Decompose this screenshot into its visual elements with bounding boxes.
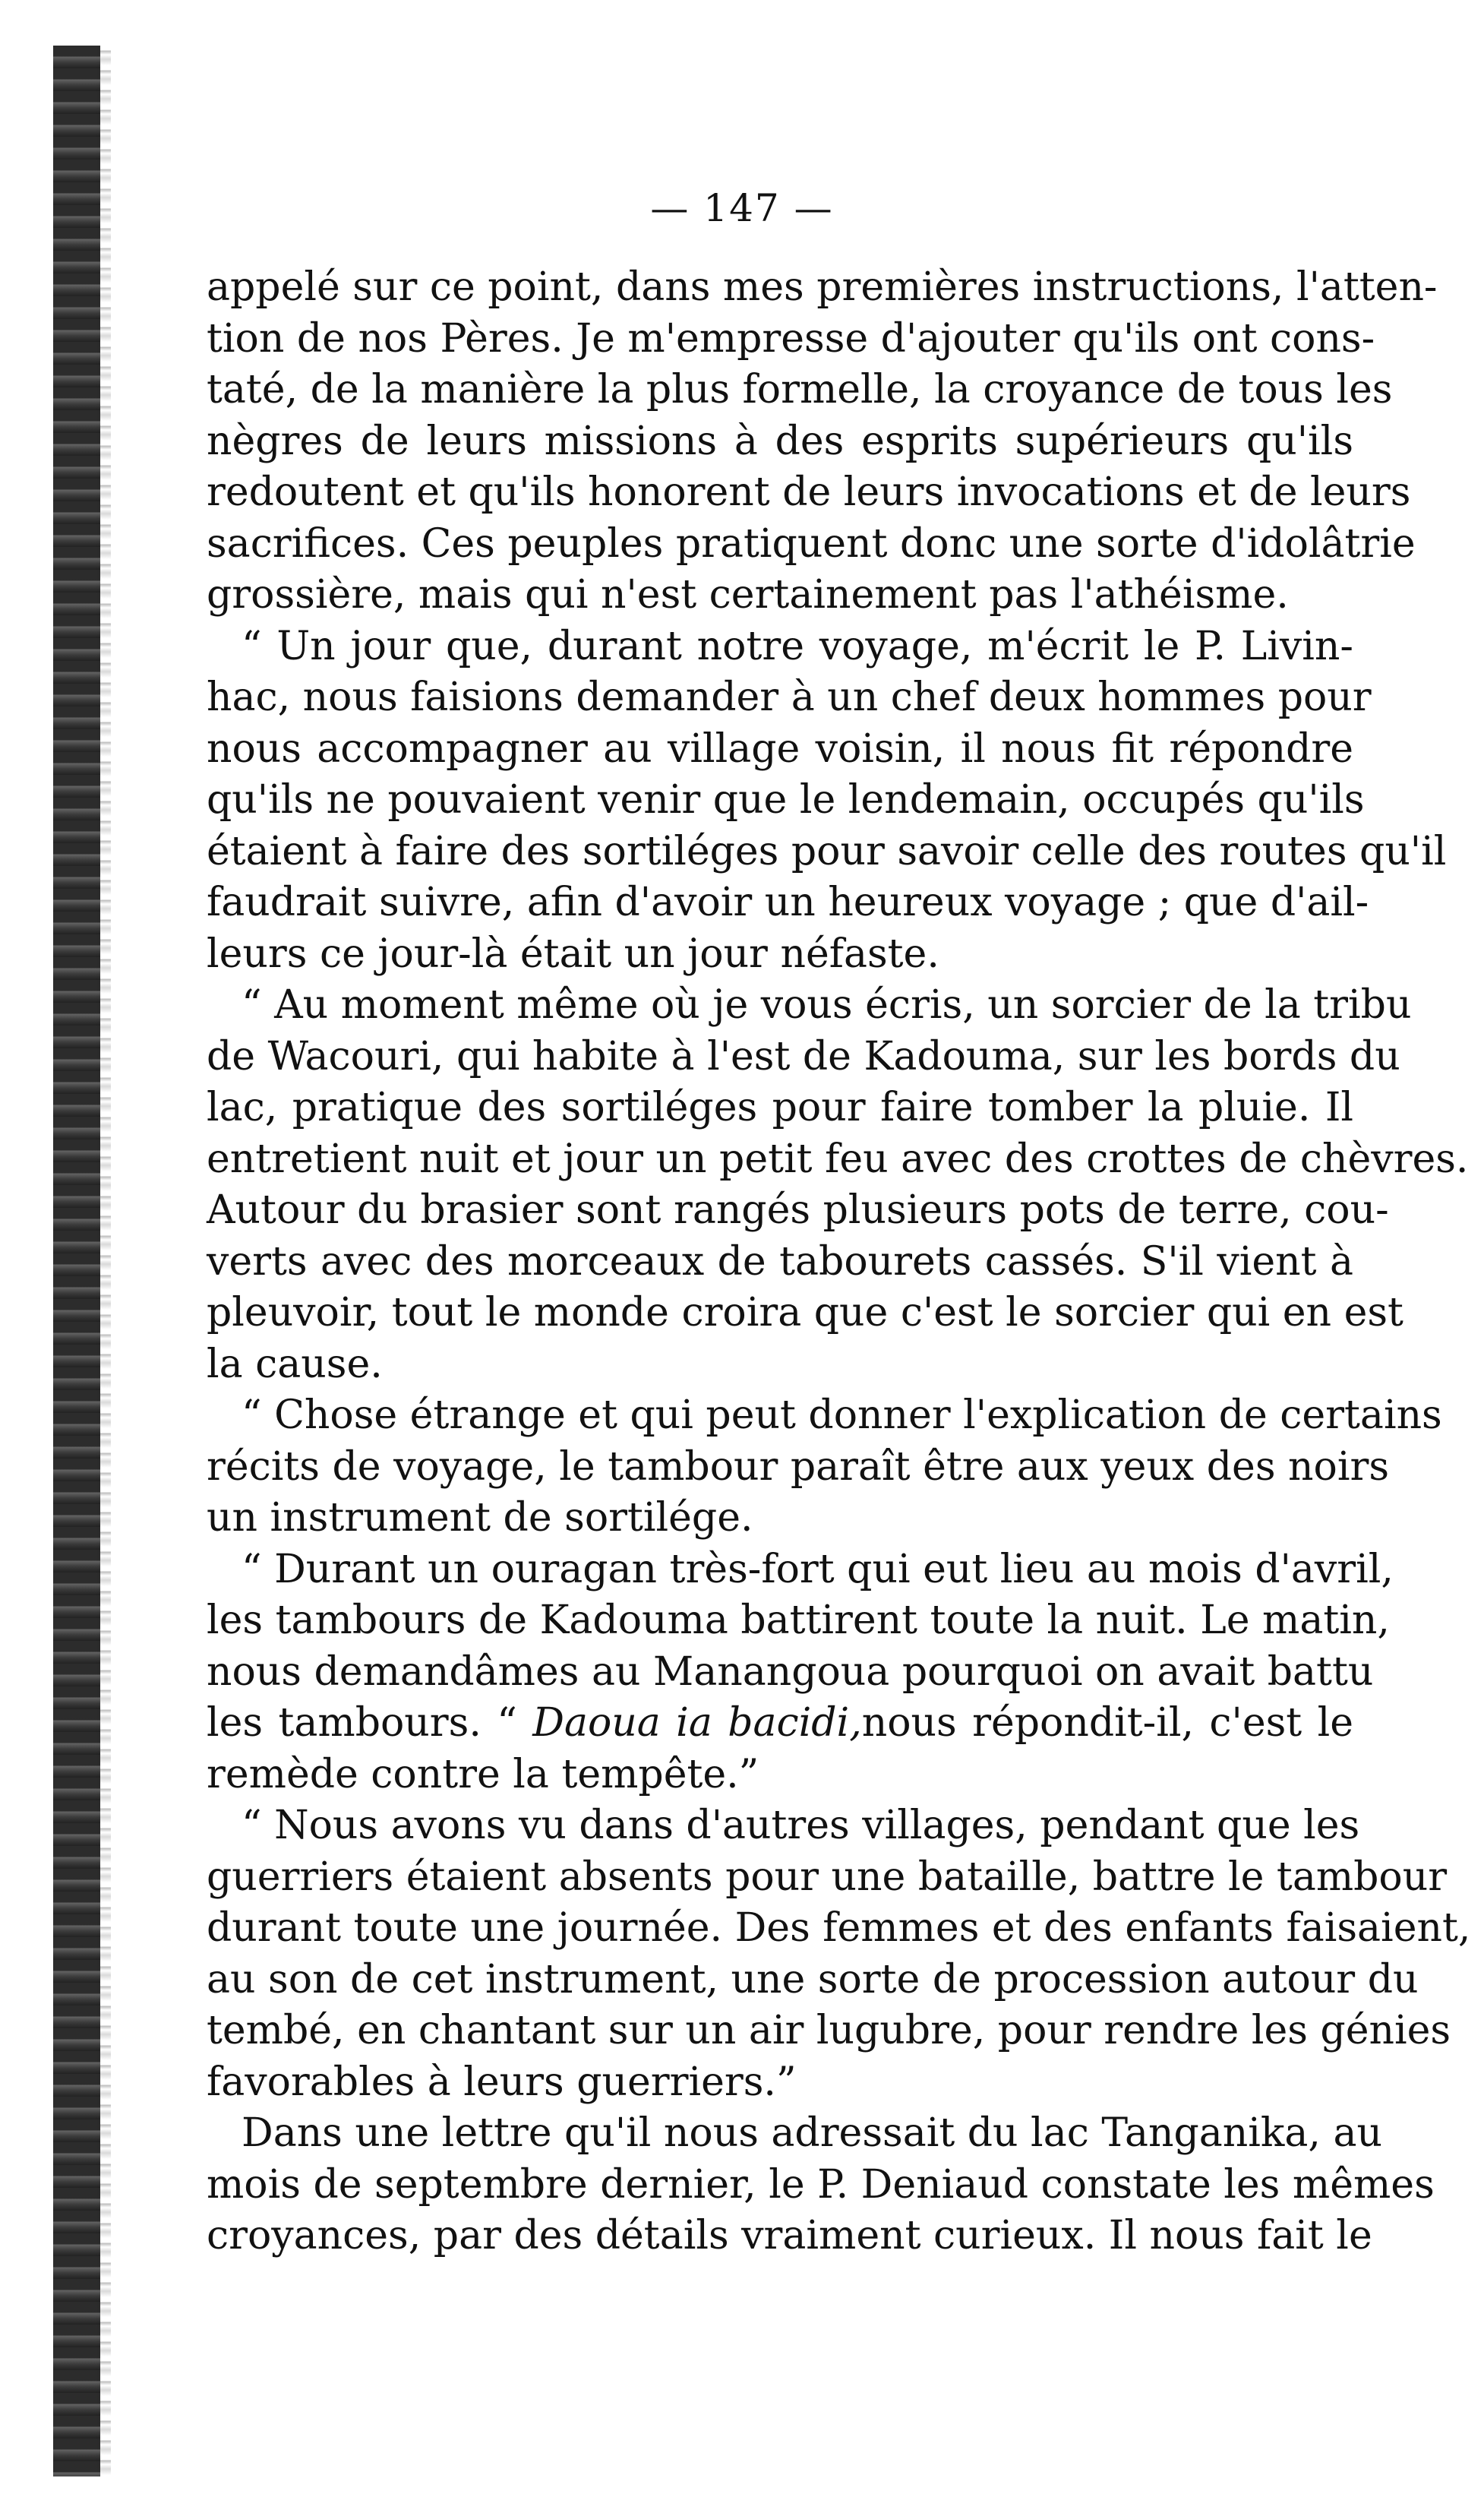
body-text [207,262,1471,2262]
text-line: pleuvoir, tout le monde croira que c'est le sorcier qui en est [207,1290,1403,1335]
text-line: “ Au moment même où je vous écris, un sorcier de la tribu [242,982,1412,1028]
text-line: nègres de leurs missions à des esprits supérieurs qu'ils [207,418,1353,464]
text-line: tion de nos Pères. Je m'empresse d'ajouter qu'ils ont cons- [207,315,1375,362]
text-line: au son de cet instrument, une sorte de procession autour du [207,1956,1419,2002]
text-line: entretient nuit et jour un petit feu avec des crottes de chèvres. [207,1136,1469,1182]
text-line: verts avec des morceaux de tabourets cassés. S'il vient à [207,1238,1353,1285]
text-line: remède contre la tempête.” [207,1751,759,1797]
text-line: croyances, par des détails vraiment curieux. Il nous fait le [207,2213,1372,2258]
text-line: de Wacouri, qui habite à l'est de Kadouma, sur les bords du [207,1033,1400,1079]
text-line: qu'ils ne pouvaient venir que le lendemain, occupés qu'ils [207,777,1365,823]
text-line: “ Chose étrange et qui peut donner l'explication de certains [242,1392,1442,1438]
text-line: durant toute une journée. Des femmes et des enfants faisaient, [207,1905,1471,1951]
text-line: lac, pratique des sortiléges pour faire tomber la pluie. Il [207,1085,1353,1130]
text-line: tembé, en chantant sur un air lugubre, pour rendre les génies [207,2008,1451,2053]
italic-quote: Daoua ia bacidi, [532,1700,862,1746]
text-line: faudrait suivre, afin d'avoir un heureux voyage ; que d'ail- [207,880,1369,925]
text-line: Autour du brasier sont rangés plusieurs pots de terre, cou- [207,1187,1389,1233]
text-line: sacrifices. Ces peuples pratiquent donc une sorte d'idolâtrie [207,520,1416,567]
binding-edge [53,46,100,2476]
text-line: les tambours de Kadouma battirent toute la nuit. Le matin, [207,1598,1390,1643]
text-line: taté, de la manière la plus formelle, la croyance de tous les [207,367,1393,412]
text-line: Dans une lettre qu'il nous adressait du lac Tanganika, au [242,2110,1382,2156]
text-line: “ Durant un ouragan très-fort qui eut lieu au mois d'avril, [242,1546,1394,1592]
page-number: — 147 — [650,186,834,230]
text-line: mois de septembre dernier, le P. Deniaud constate les mêmes [207,2161,1435,2208]
text-fragment: nous répondit-il, c'est le [861,1700,1353,1746]
text-line: “ Un jour que, durant notre voyage, m'écrit le P. Livin- [242,623,1353,669]
text-line: favorables à leurs guerriers.” [207,2059,797,2105]
text-line: nous accompagner au village voisin, il nous fit répondre [207,725,1353,772]
text-line: appelé sur ce point, dans mes premières instructions, l'atten- [207,264,1438,310]
text-line: “ Nous avons vu dans d'autres villages, pendant que les [242,1803,1360,1848]
text-line: grossière, mais qui n'est certainement pas l'athéisme. [207,572,1289,618]
text-line: guerriers étaient absents pour une bataille, battre le tambour [207,1854,1448,1900]
text-line: récits de voyage, le tambour paraît être aux yeux des noirs [207,1443,1390,1490]
text-line: nous demandâmes au Manangoua pourquoi on avait battu [207,1648,1374,1695]
text-fragment: les tambours. “ [207,1700,533,1746]
text-line-with-italic [207,1698,1353,1749]
text-line: leurs ce jour-là était un jour néfaste. [207,931,939,977]
text-line: redoutent et qu'ils honorent de leurs invocations et de leurs [207,469,1411,515]
text-line: hac, nous faisions demander à un chef deux hommes pour [207,675,1372,720]
text-line: la cause. [207,1341,383,1387]
text-line: étaient à faire des sortiléges pour savoir celle des routes qu'il [207,828,1447,874]
text-line: un instrument de sortilége. [207,1495,753,1541]
